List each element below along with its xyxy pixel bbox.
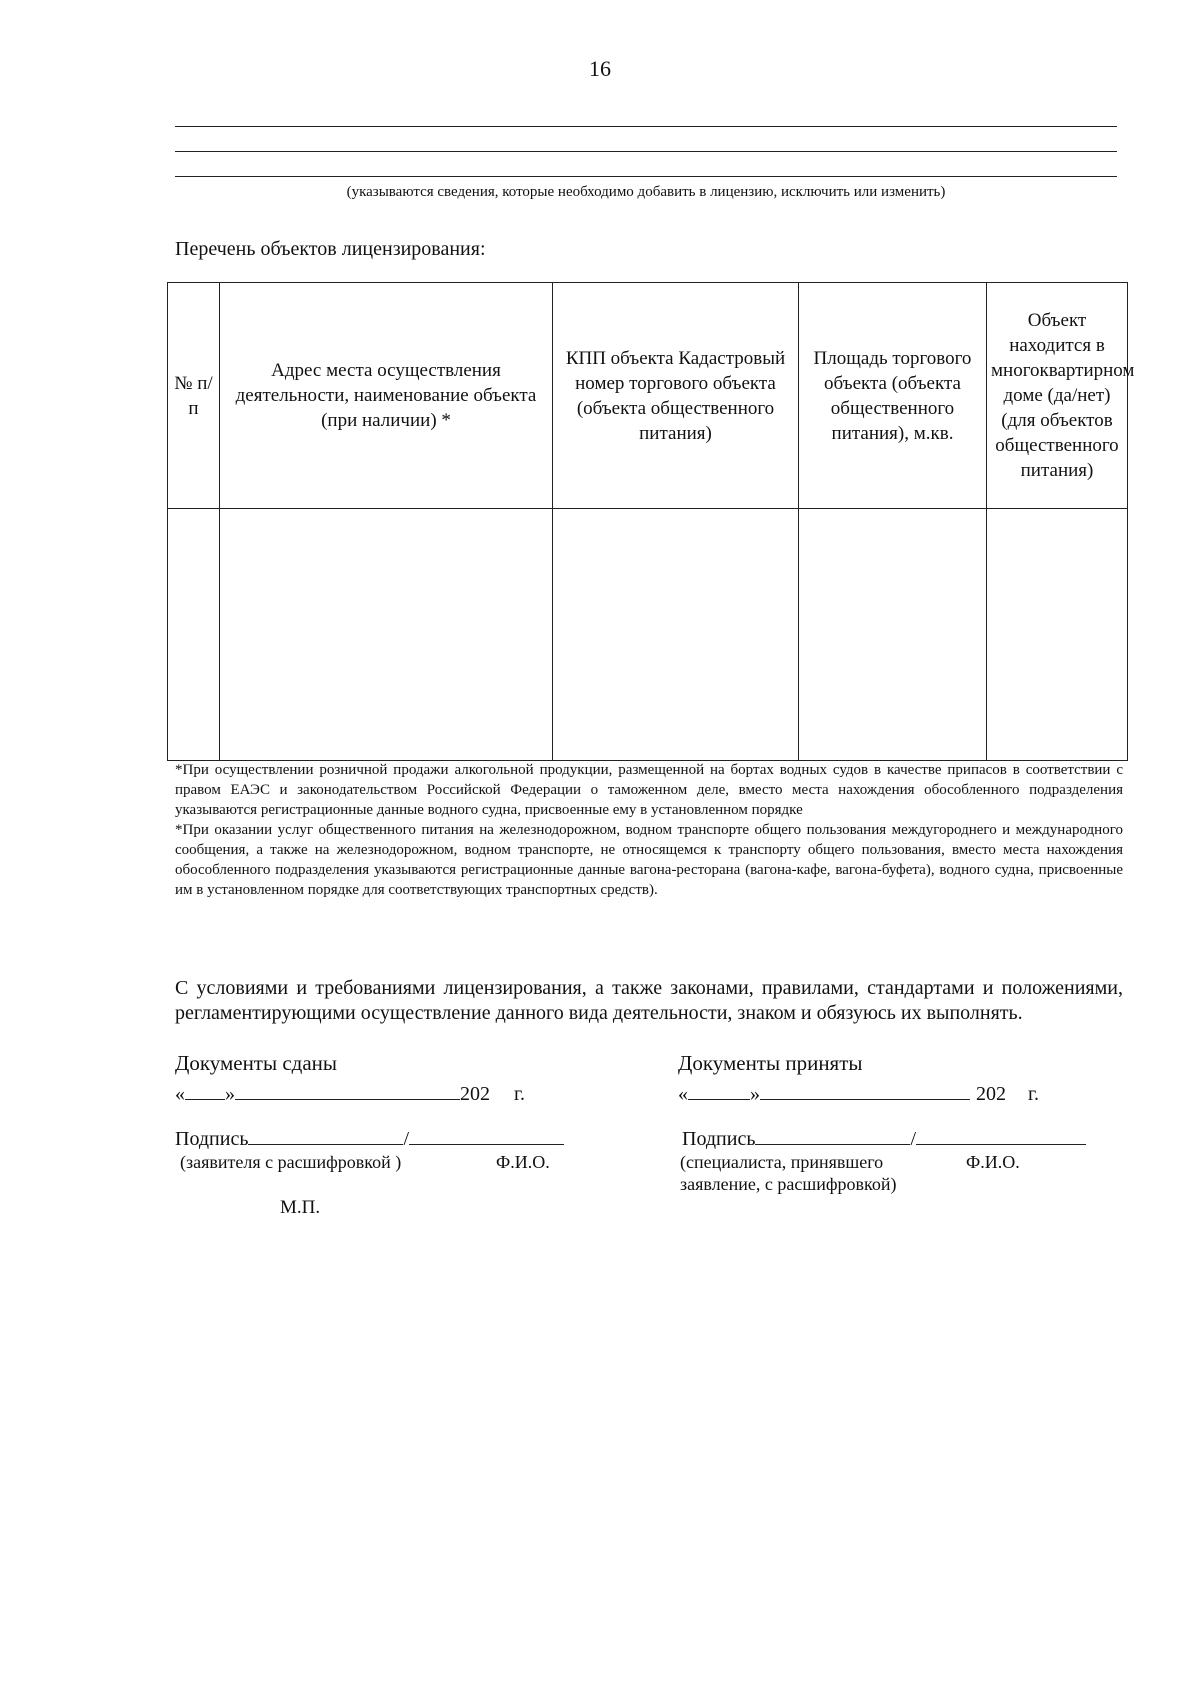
cell-kpp-cadastral[interactable] (553, 509, 799, 761)
submitted-caption-left: (заявителя с расшифровкой ) (180, 1152, 402, 1172)
accepted-caption-line-1: (специалиста, принявшего (680, 1152, 884, 1172)
accepted-block (678, 1051, 1039, 1107)
quote-close: » (750, 1083, 760, 1105)
fill-instruction: (указываются сведения, которые необходимо добавить в лицензию, исключить или изменить) (346, 184, 946, 200)
stamp-placeholder: М.П. (280, 1197, 321, 1218)
submitted-month-field[interactable] (235, 1079, 460, 1100)
accepted-signature-field[interactable] (755, 1124, 910, 1145)
agreement-statement: С условиями и требованиями лицензирования, а также законами, правилами, стандартами и положениями, регламентирующими осуществление данного вида деятельности, знаком и обязуюсь их выполнять. (175, 977, 1123, 1024)
quote-open: « (678, 1083, 688, 1105)
header-apartment-building: Объект находится в многоквартирном доме (да/нет) (для объектов общественного питания) (987, 283, 1128, 509)
accepted-caption-right: Ф.И.О. (966, 1152, 1020, 1172)
submitted-year: 202 (460, 1083, 490, 1105)
submitted-day-field[interactable] (185, 1079, 225, 1100)
accepted-caption-left (680, 1151, 896, 1195)
fill-line-2[interactable] (175, 151, 1117, 152)
quote-close: » (225, 1083, 235, 1105)
accepted-date-line (678, 1079, 1039, 1107)
cell-apartment-building[interactable] (987, 509, 1128, 761)
footnote-vessels: *При осуществлении розничной продажи алкогольной продукции, размещенной на бортах водных судов в качестве припасов в соответствии с правом ЕАЭС и законодательством Российской Федерации о таможенном деле, вместо места нахождения обособленного подразделения указываются регистрационные данные водного судна, присвоенные ему в установленном порядке (175, 762, 1123, 818)
header-address: Адрес места осуществления деятельности, наименование объекта (при наличии) * (220, 283, 553, 509)
accepted-day-field[interactable] (688, 1079, 750, 1100)
table-header-row (168, 283, 1128, 509)
submitted-block (175, 1051, 525, 1107)
fill-line-3[interactable] (175, 176, 1117, 177)
accepted-signature-label: Подпись (682, 1128, 756, 1150)
submitted-heading: Документы сданы (175, 1051, 338, 1075)
submitted-signature-label: Подпись (175, 1128, 249, 1150)
page-number: 16 (589, 56, 611, 81)
quote-open: « (175, 1083, 185, 1105)
accepted-name-field[interactable] (916, 1124, 1086, 1145)
submitted-year-suffix: г. (514, 1083, 525, 1105)
accepted-month-field[interactable] (760, 1079, 970, 1100)
header-number: № п/п (168, 283, 220, 509)
submitted-separator: / (403, 1128, 410, 1150)
submitted-caption-right: Ф.И.О. (496, 1152, 550, 1172)
footnotes (175, 760, 1123, 900)
accepted-heading: Документы приняты (678, 1051, 863, 1075)
accepted-signature (682, 1124, 1086, 1152)
table-row (168, 509, 1128, 761)
cell-address[interactable] (220, 509, 553, 761)
cell-number[interactable] (168, 509, 220, 761)
accepted-year: 202 (976, 1083, 1006, 1105)
submitted-name-field[interactable] (409, 1124, 564, 1145)
cell-area[interactable] (799, 509, 987, 761)
licensing-objects-table (167, 282, 1135, 761)
accepted-separator: / (910, 1128, 917, 1150)
footnote-transport: *При оказании услуг общественного питания на железнодорожном, водном транспорте общего пользования междугороднего и международного сообщения, а также на железнодорожном, водном транспорте, не относящемся к транспорту общего пользования, вместо места нахождения обособленного подразделения указываются регистрационные данные вагона-ресторана (вагона-кафе, вагона-буфета), водного судна, присвоенные им в установленном порядке для соответствующих транспортных средств). (175, 822, 1123, 898)
list-title: Перечень объектов лицензирования: (175, 238, 486, 260)
accepted-year-suffix: г. (1028, 1083, 1039, 1105)
header-area: Площадь торгового объекта (объекта общественного питания), м.кв. (799, 283, 987, 509)
fill-line-1[interactable] (175, 126, 1117, 127)
accepted-caption-line-2: заявление, с расшифровкой) (680, 1174, 897, 1194)
submitted-signature (175, 1124, 564, 1152)
submitted-date-line (175, 1079, 525, 1107)
submitted-signature-field[interactable] (248, 1124, 403, 1145)
header-kpp-cadastral: КПП объекта Кадастровый номер торгового объекта (объекта общественного питания) (553, 283, 799, 509)
